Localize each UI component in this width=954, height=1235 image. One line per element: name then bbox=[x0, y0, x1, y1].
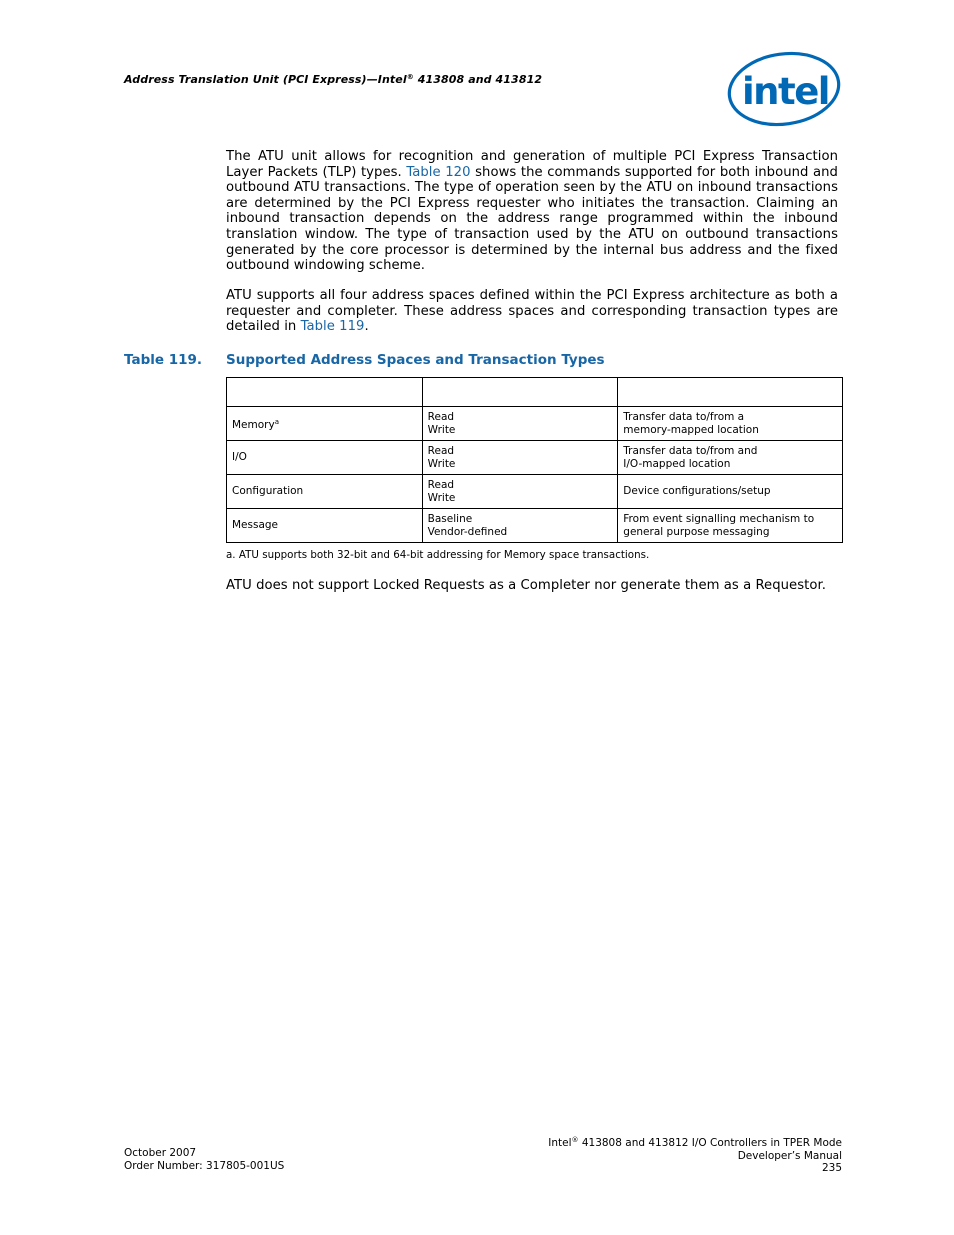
table-row bbox=[227, 475, 843, 509]
footer-product-suffix: 413808 and 413812 I/O Controllers in TPER Mode bbox=[578, 1137, 842, 1149]
address-space-cell bbox=[227, 407, 423, 441]
intel-logo bbox=[726, 50, 842, 128]
address-space-cell bbox=[227, 475, 423, 509]
table-120-link[interactable]: Table 120 bbox=[406, 164, 471, 180]
cell-text: Write bbox=[427, 423, 456, 436]
paragraph-text: shows the commands supported for both inbound and outbound ATU transactions. The type of operation seen by the ATU on inbound transactions are determined by the PCI Express requester who initiates the transaction. Claiming an inbound transaction depends on the address range programmed within the inbound translation window. The type of transaction used by the ATU on outbound transactions generated by the core processor is determined by the internal bus address and the fixed outbound windowing scheme. bbox=[226, 164, 838, 274]
table-title: Supported Address Spaces and Transaction Types bbox=[226, 352, 605, 368]
address-space-cell bbox=[227, 441, 423, 475]
cell-text: Write bbox=[427, 457, 456, 470]
transaction-type-cell bbox=[422, 441, 618, 475]
cell-text: Transfer data to/from and bbox=[623, 445, 758, 458]
cell-text: general purpose messaging bbox=[623, 525, 770, 538]
header-cell bbox=[227, 378, 423, 407]
description-cell bbox=[618, 475, 843, 509]
table-row bbox=[227, 441, 843, 475]
header-cell bbox=[618, 378, 843, 407]
cell-text: Vendor-defined bbox=[427, 525, 508, 538]
description-cell bbox=[618, 509, 843, 543]
table-header-row bbox=[227, 378, 843, 407]
cell-text: Transfer data to/from a bbox=[623, 411, 745, 424]
cell-text: Configuration bbox=[232, 485, 304, 498]
registered-mark: ® bbox=[571, 1136, 579, 1144]
address-space-cell bbox=[227, 509, 423, 543]
table-footnote: a. ATU supports both 32-bit and 64-bit addressing for Memory space transactions. bbox=[226, 549, 650, 561]
header-title-text: Address Translation Unit (PCI Express)—Intel bbox=[124, 73, 407, 86]
paragraph-locked-requests: ATU does not support Locked Requests as a Completer nor generate them as a Requestor. bbox=[226, 578, 826, 593]
footer-doc-type: Developer’s Manual bbox=[737, 1149, 842, 1162]
footer-product bbox=[548, 1134, 842, 1150]
cell-text: Device configurations/setup bbox=[623, 485, 771, 498]
table-row bbox=[227, 509, 843, 543]
cell-text: I/O-mapped location bbox=[623, 457, 731, 470]
footer-order-number: Order Number: 317805-001US bbox=[124, 1159, 285, 1172]
table-row bbox=[227, 407, 843, 441]
cell-text: Baseline bbox=[427, 513, 473, 526]
cell-text: Memory bbox=[232, 418, 275, 431]
paragraph-address-spaces bbox=[226, 288, 838, 335]
cell-text: Read bbox=[427, 411, 455, 424]
footer-product-name: Intel bbox=[548, 1137, 572, 1149]
cell-text: I/O bbox=[232, 451, 247, 464]
transaction-type-cell bbox=[422, 407, 618, 441]
transaction-type-cell bbox=[422, 475, 618, 509]
cell-text: Write bbox=[427, 491, 456, 504]
table-119-link[interactable]: Table 119 bbox=[300, 319, 365, 335]
description-cell bbox=[618, 407, 843, 441]
description-cell bbox=[618, 441, 843, 475]
footer-date: October 2007 bbox=[124, 1147, 197, 1159]
cell-text: memory-mapped location bbox=[623, 423, 759, 436]
footer-right bbox=[548, 1134, 842, 1175]
intel-logo-text: intel bbox=[742, 70, 829, 113]
cell-text: Message bbox=[232, 519, 279, 532]
footnote-marker: a bbox=[274, 417, 279, 426]
footer-left bbox=[124, 1147, 284, 1172]
header-title-suffix: 413808 and 413812 bbox=[413, 73, 543, 86]
paragraph-text: ATU supports all four address spaces defined within the PCI Express architecture as both a requester and completer. These address spaces and corresponding transaction types are detailed in bbox=[226, 288, 838, 335]
page-number: 235 bbox=[821, 1162, 842, 1174]
cell-text: Read bbox=[427, 445, 455, 458]
registered-mark: ® bbox=[406, 73, 414, 81]
table-caption bbox=[124, 352, 605, 368]
paragraph-atu-overview bbox=[226, 149, 838, 274]
cell-text: Read bbox=[427, 479, 455, 492]
paragraph-text: The ATU unit allows for recognition and generation of multiple PCI Express Transaction Layer Packets (TLP) types. bbox=[226, 149, 838, 180]
transaction-type-cell bbox=[422, 509, 618, 543]
header-cell bbox=[422, 378, 618, 407]
cell-text: From event signalling mechanism to bbox=[623, 513, 815, 526]
table-number: Table 119. bbox=[124, 352, 203, 368]
running-header bbox=[124, 73, 542, 86]
address-spaces-table bbox=[226, 377, 843, 543]
paragraph-text: . bbox=[364, 319, 369, 335]
